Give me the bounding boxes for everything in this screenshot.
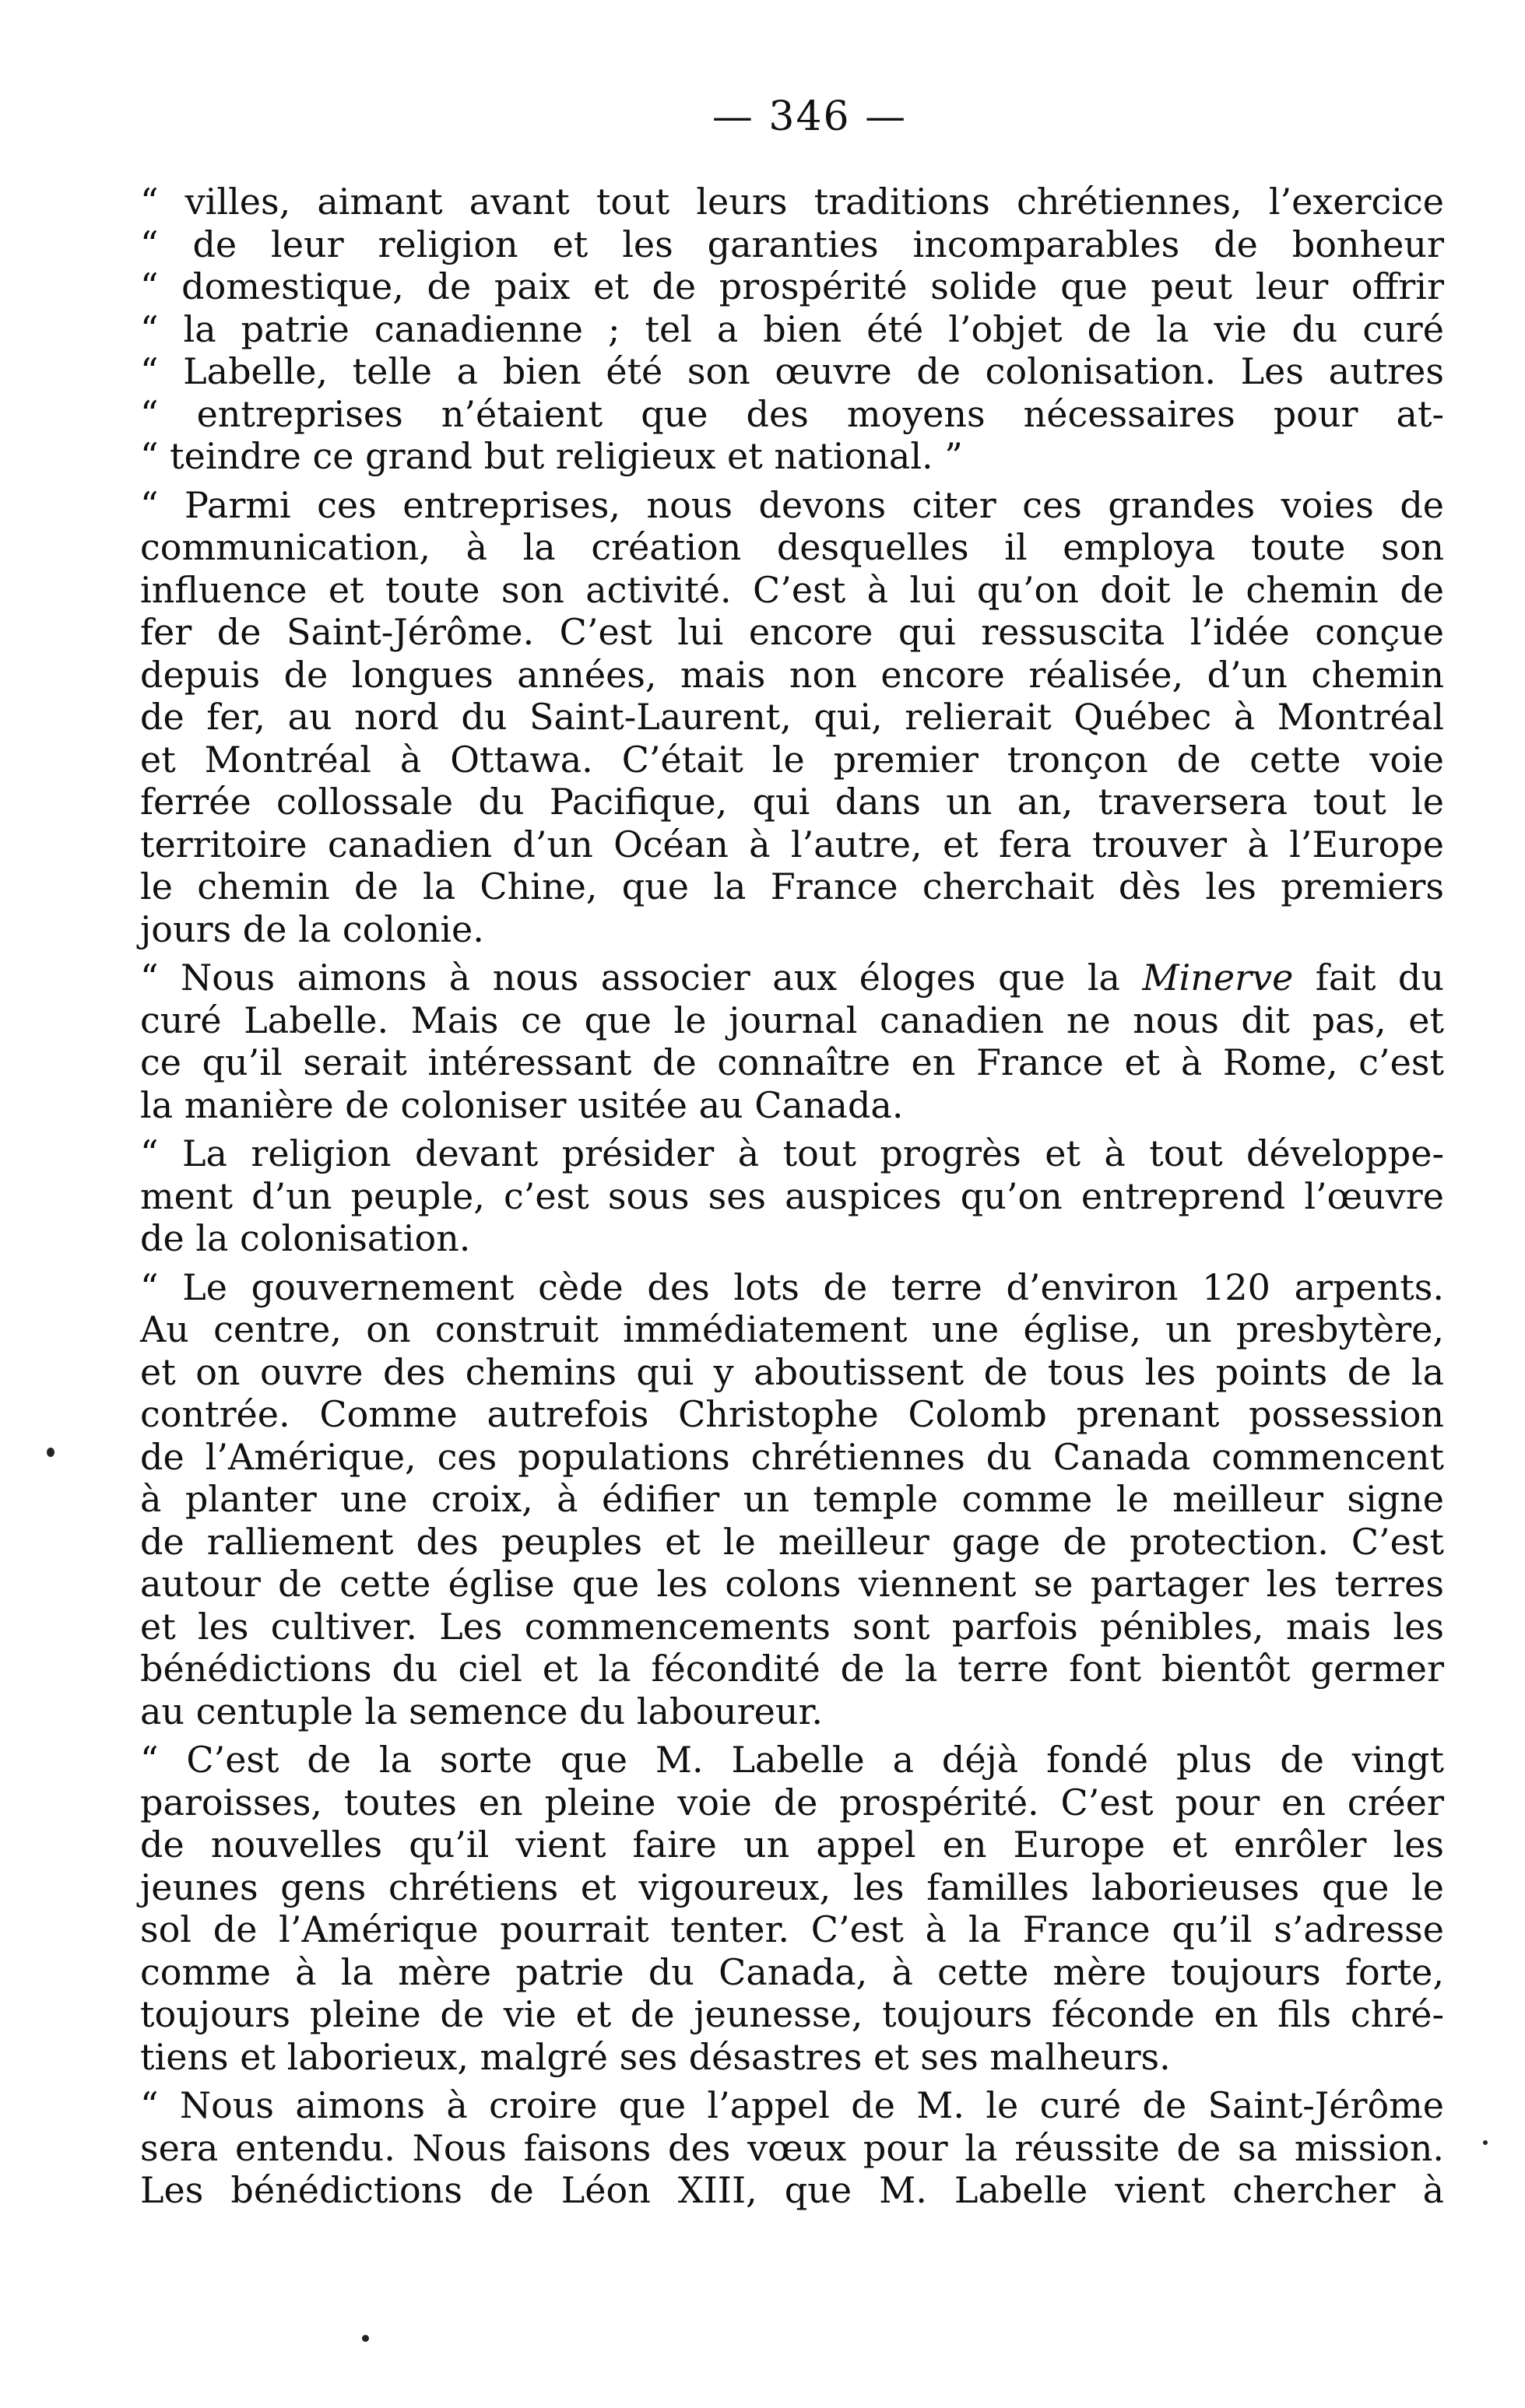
print-speck [47, 1448, 54, 1457]
newspaper-title: Minerve [1142, 957, 1294, 999]
paragraph [140, 1266, 1444, 1733]
paragraph [140, 1132, 1444, 1260]
text-line: ferrée collossale du Pacifique, qui dans un an, traversera tout le [140, 781, 1444, 823]
page-number: — 346 — [712, 93, 908, 140]
paragraph [140, 1739, 1444, 2078]
paragraph-gap [140, 1126, 1444, 1132]
paragraph [140, 181, 1444, 478]
paragraph [140, 957, 1444, 1126]
paragraph-gap [140, 950, 1444, 957]
text-line: “ C’est de la sorte que M. Labelle a déjà fondé plus de vingt [140, 1739, 1444, 1781]
text-line: “ La religion devant présider à tout progrès et à tout développe- [140, 1132, 1444, 1174]
text-line: le chemin de la Chine, que la France cherchait dès les premiers [140, 865, 1444, 907]
text-line: “ entreprises n’étaient que des moyens nécessaires pour at- [140, 392, 1444, 435]
text-line: “ la patrie canadienne ; tel a bien été l’objet de la vie du curé [140, 307, 1444, 350]
text-line: autour de cette église que les colons viennent se partager les terres [140, 1563, 1444, 1605]
text-line: fer de Saint-Jérôme. C’est lui encore qui ressuscita l’idée conçue [140, 611, 1444, 653]
text-line: et on ouvre des chemins qui y aboutissent de tous les points de la [140, 1350, 1444, 1393]
paragraph-gap [140, 1260, 1444, 1266]
text-line: de l’Amérique, ces populations chrétiennes du Canada commencent [140, 1435, 1444, 1478]
text-line: contrée. Comme autrefois Christophe Colomb prenant possession [140, 1393, 1444, 1435]
text-line: et les cultiver. Les commencements sont parfois pénibles, mais les [140, 1605, 1444, 1648]
text-line: territoire canadien d’un Océan à l’autre, et fera trouver à l’Europe [140, 823, 1444, 865]
text-line: ce qu’il serait intéressant de connaître en France et à Rome, c’est [140, 1041, 1444, 1083]
paragraph [140, 484, 1444, 951]
text-line: de nouvelles qu’il vient faire un appel en Europe et enrôler les [140, 1824, 1444, 1866]
text-line: de la colonisation. [140, 1217, 471, 1259]
text-line: sol de l’Amérique pourrait tenter. C’est à la France qu’il s’adresse [140, 1908, 1444, 1950]
body-text [140, 181, 1444, 2212]
text-line: “ Nous aimons à nous associer aux éloges que la Minerve fait du [140, 957, 1444, 999]
print-speck [362, 2335, 369, 2342]
text-line: paroisses, toutes en pleine voie de prospérité. C’est pour en créer [140, 1781, 1444, 1824]
text-line: tiens et laborieux, malgré ses désastres et ses malheurs. [140, 2035, 1171, 2078]
text-line: comme à la mère patrie du Canada, à cette mère toujours forte, [140, 1950, 1444, 1993]
text-line: “ Labelle, telle a bien été son œuvre de colonisation. Les autres [140, 350, 1444, 392]
text-line: influence et toute son activité. C’est à lui qu’on doit le chemin de [140, 568, 1444, 611]
text-line: bénédictions du ciel et la fécondité de la terre font bientôt germer [140, 1648, 1444, 1690]
text-line: curé Labelle. Mais ce que le journal canadien ne nous dit pas, et [140, 999, 1444, 1041]
text-line: au centuple la semence du laboureur. [140, 1690, 824, 1732]
text-line: communication, à la création desquelles il employa toute son [140, 526, 1444, 568]
text-line: la manière de coloniser usitée au Canada. [140, 1083, 904, 1126]
text-line: et Montréal à Ottawa. C’était le premier tronçon de cette voie [140, 738, 1444, 781]
text-line: Au centre, on construit immédiatement une église, un presbytère, [140, 1308, 1444, 1350]
paragraph-gap [140, 478, 1444, 484]
print-speck [1483, 2140, 1488, 2145]
text-line: “ Parmi ces entreprises, nous devons citer ces grandes voies de [140, 483, 1444, 526]
text-line: sera entendu. Nous faisons des vœux pour la réussite de sa mission. [140, 2126, 1444, 2169]
text-line: toujours pleine de vie et de jeunesse, toujours féconde en fils chré- [140, 1993, 1444, 2035]
text-line: Les bénédictions de Léon XIII, que M. Labelle vient chercher à [140, 2169, 1444, 2211]
text-line: “ Nous aimons à croire que l’appel de M. le curé de Saint-Jérôme [140, 2084, 1444, 2126]
paragraph-gap [140, 2078, 1444, 2084]
text-line: de ralliement des peuples et le meilleur gage de protection. C’est [140, 1520, 1444, 1563]
text-line: “ villes, aimant avant tout leurs traditions chrétiennes, l’exercice [140, 181, 1444, 223]
paragraph-gap [140, 1732, 1444, 1739]
text-line: à planter une croix, à édifier un temple comme le meilleur signe [140, 1478, 1444, 1520]
text-line: “ domestique, de paix et de prospérité solide que peut leur offrir [140, 265, 1444, 307]
text-line: ment d’un peuple, c’est sous ses auspices qu’on entreprend l’œuvre [140, 1174, 1444, 1217]
text-line: “ de leur religion et les garanties incomparables de bonheur [140, 223, 1444, 265]
paragraph [140, 2084, 1444, 2212]
text-line: jours de la colonie. [140, 907, 484, 950]
text-line: depuis de longues années, mais non encore réalisée, d’un chemin [140, 653, 1444, 696]
text-line: “ Le gouvernement cède des lots de terre d’environ 120 arpents. [140, 1265, 1444, 1308]
text-line: jeunes gens chrétiens et vigoureux, les familles laborieuses que le [140, 1866, 1444, 1908]
text-line: de fer, au nord du Saint-Laurent, qui, relierait Québec à Montréal [140, 696, 1444, 738]
text-line: “ teindre ce grand but religieux et national. ” [140, 435, 963, 477]
